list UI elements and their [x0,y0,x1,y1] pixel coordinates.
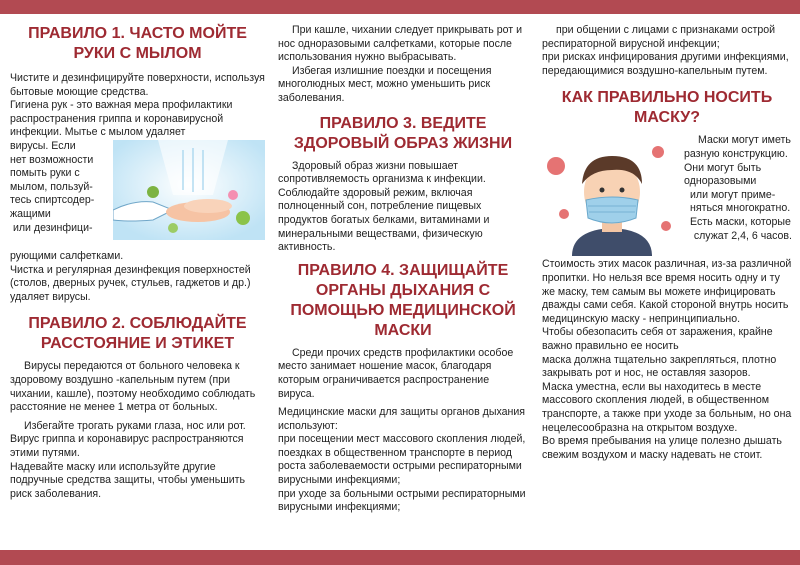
col3-p1: при общении с лицами с признаками острой респираторной вирусной инфекции; [542,24,776,50]
mask-p3: маска должна тщательно закрепляться, плотно закрывать рот и нос, не оставляя зазоров. [542,353,777,380]
rule1-wrap-5: тесь спиртсодер- [10,194,95,207]
column-1 [10,18,265,501]
mask-p4: Маска уместна, если вы находитесь в месте массового скопления людей, в общественном транспорте, а также при уходе за больным, но она нецелесообразна на открытом воздухе. [542,380,792,434]
rule2-p3: Надевайте маску или используйте другие подручные средства защиты, чтобы уменьшить риск заболевания. [10,460,246,500]
rule1-title: ПРАВИЛО 1. ЧАСТО МОЙТЕ РУКИ С МЫЛОМ [28,25,247,62]
rule2-title: ПРАВИЛО 2. СОБЛЮДАЙТЕ РАССТОЯНИЕ И ЭТИКЕТ [28,315,247,353]
rule2-p2: Избегайте трогать руками глаза, нос или рот. Вирус гриппа и коронавирус распространяются этими путями. [10,419,246,459]
bottom-color-bar [0,550,800,565]
column-2 [278,18,528,515]
masked-man-illustration [542,134,682,256]
mask-figure [542,134,792,258]
col2-p2: Избегая излишние поездки и посещения многолюдных мест, можно уменьшить риск заболевания. [278,64,492,104]
handwash-illustration [113,140,265,240]
col2-p1: При кашле, чихании следует прикрывать рот и нос одноразовыми салфетками, которые после использования нужно выбрасывать. [278,24,522,64]
rule4-p4: при уходе за больными острыми респираторными вирусными инфекциями; [278,487,526,514]
column-3 [542,18,792,462]
rule4-p3: при посещении мест массового скопления людей, поездках в общественном транспорте в период роста заболеваемости острыми респираторными вирусными инфекциями; [278,433,526,487]
rule1-p2: Гигиена рук - это важная мера профилактики распространения гриппа и коронавирусной инфекции. Мытье с мылом удаляет [10,99,233,139]
rule1-p1: Чистите и дезинфицируйте поверхности, используя бытовые моющие средства. [10,72,265,98]
handwash-figure [10,140,265,250]
rule1-wrap-3: помыть руки с [10,167,80,180]
rule1-p4: Чистка и регулярная дезинфекция поверхностей (столов, дверных ручек, стульев, гаджетов и др.) удаляет вирусы. [10,263,251,303]
rule1-p3: рующими салфетками. [10,249,124,262]
mask-title: КАК ПРАВИЛЬНО НОСИТЬ МАСКУ? [561,89,773,127]
rule1-wrap-7: или дезинфици- [10,221,93,234]
rule3-title: ПРАВИЛО 3. ВЕДИТЕ ЗДОРОВЫЙ ОБРАЗ ЖИЗНИ [293,114,513,152]
mask-p2: Чтобы обезопасить себя от заражения, крайне важно правильно ее носить [542,326,773,352]
rule4-title: ПРАВИЛО 4. ЗАЩИЩАЙТЕ ОРГАНЫ ДЫХАНИЯ С ПОМОЩЬЮ МЕДИЦИНСКОЙ МАСКИ [290,261,516,339]
mask-wrap-3: няться многократно. [690,202,791,215]
rule2-p1: Вирусы передаются от больного человека к здоровому воздушно -капельным путем (при чихании, кашле), поэтому необходимо соблюдать расстояние не менее 1 метра от больных. [10,360,256,414]
mask-p5: Во время пребывания на улице полезно дышать свежим воздухом и маску надевать не стоит. [542,435,782,461]
rule1-wrap-4: мылом, пользуй- [10,180,93,193]
col3-p2: при рисках инфицирования другими инфекциями, передающимися воздушно-капельным путем. [542,51,789,77]
mask-wrap-5: служат 2,4, 6 часов. [693,229,792,242]
mask-wrap-1: Маски могут иметь разную конструкцию. Они могут быть одноразовыми [684,134,791,188]
rule3-p1: Здоровый образ жизни повышает сопротивляемость организма к инфекции. Соблюдайте здоровый режим, включая полноценный сон, потребление пищевых продуктов богатых белками, витаминами и минеральными веществами, физическую активность. [278,159,490,254]
mask-wrap-2: или могут приме- [690,188,776,201]
rule1-wrap-1: вирусы. Если [10,139,76,152]
rule1-wrap-2: нет возможности [10,153,94,166]
rule1-wrap-6: жащими [10,207,51,220]
mask-wrap-4: Есть маски, которые [690,215,791,228]
rule4-p2: Медицинские маски для защиты органов дыхания используют: [278,406,526,432]
mask-p1: Стоимость этих масок различная, из-за различной пропитки. Но нельзя все время носить одну и ту же маску, тем самым вы можете инфицировать дважды сами себя. Какой стороной внутрь носить медицинскую маску - непринципиально. [542,258,792,325]
top-color-bar [0,0,800,14]
rule4-p1: Среди прочих средств профилактики особое место занимает ношение масок, благодаря которым ограничивается распространение вируса. [278,346,514,400]
